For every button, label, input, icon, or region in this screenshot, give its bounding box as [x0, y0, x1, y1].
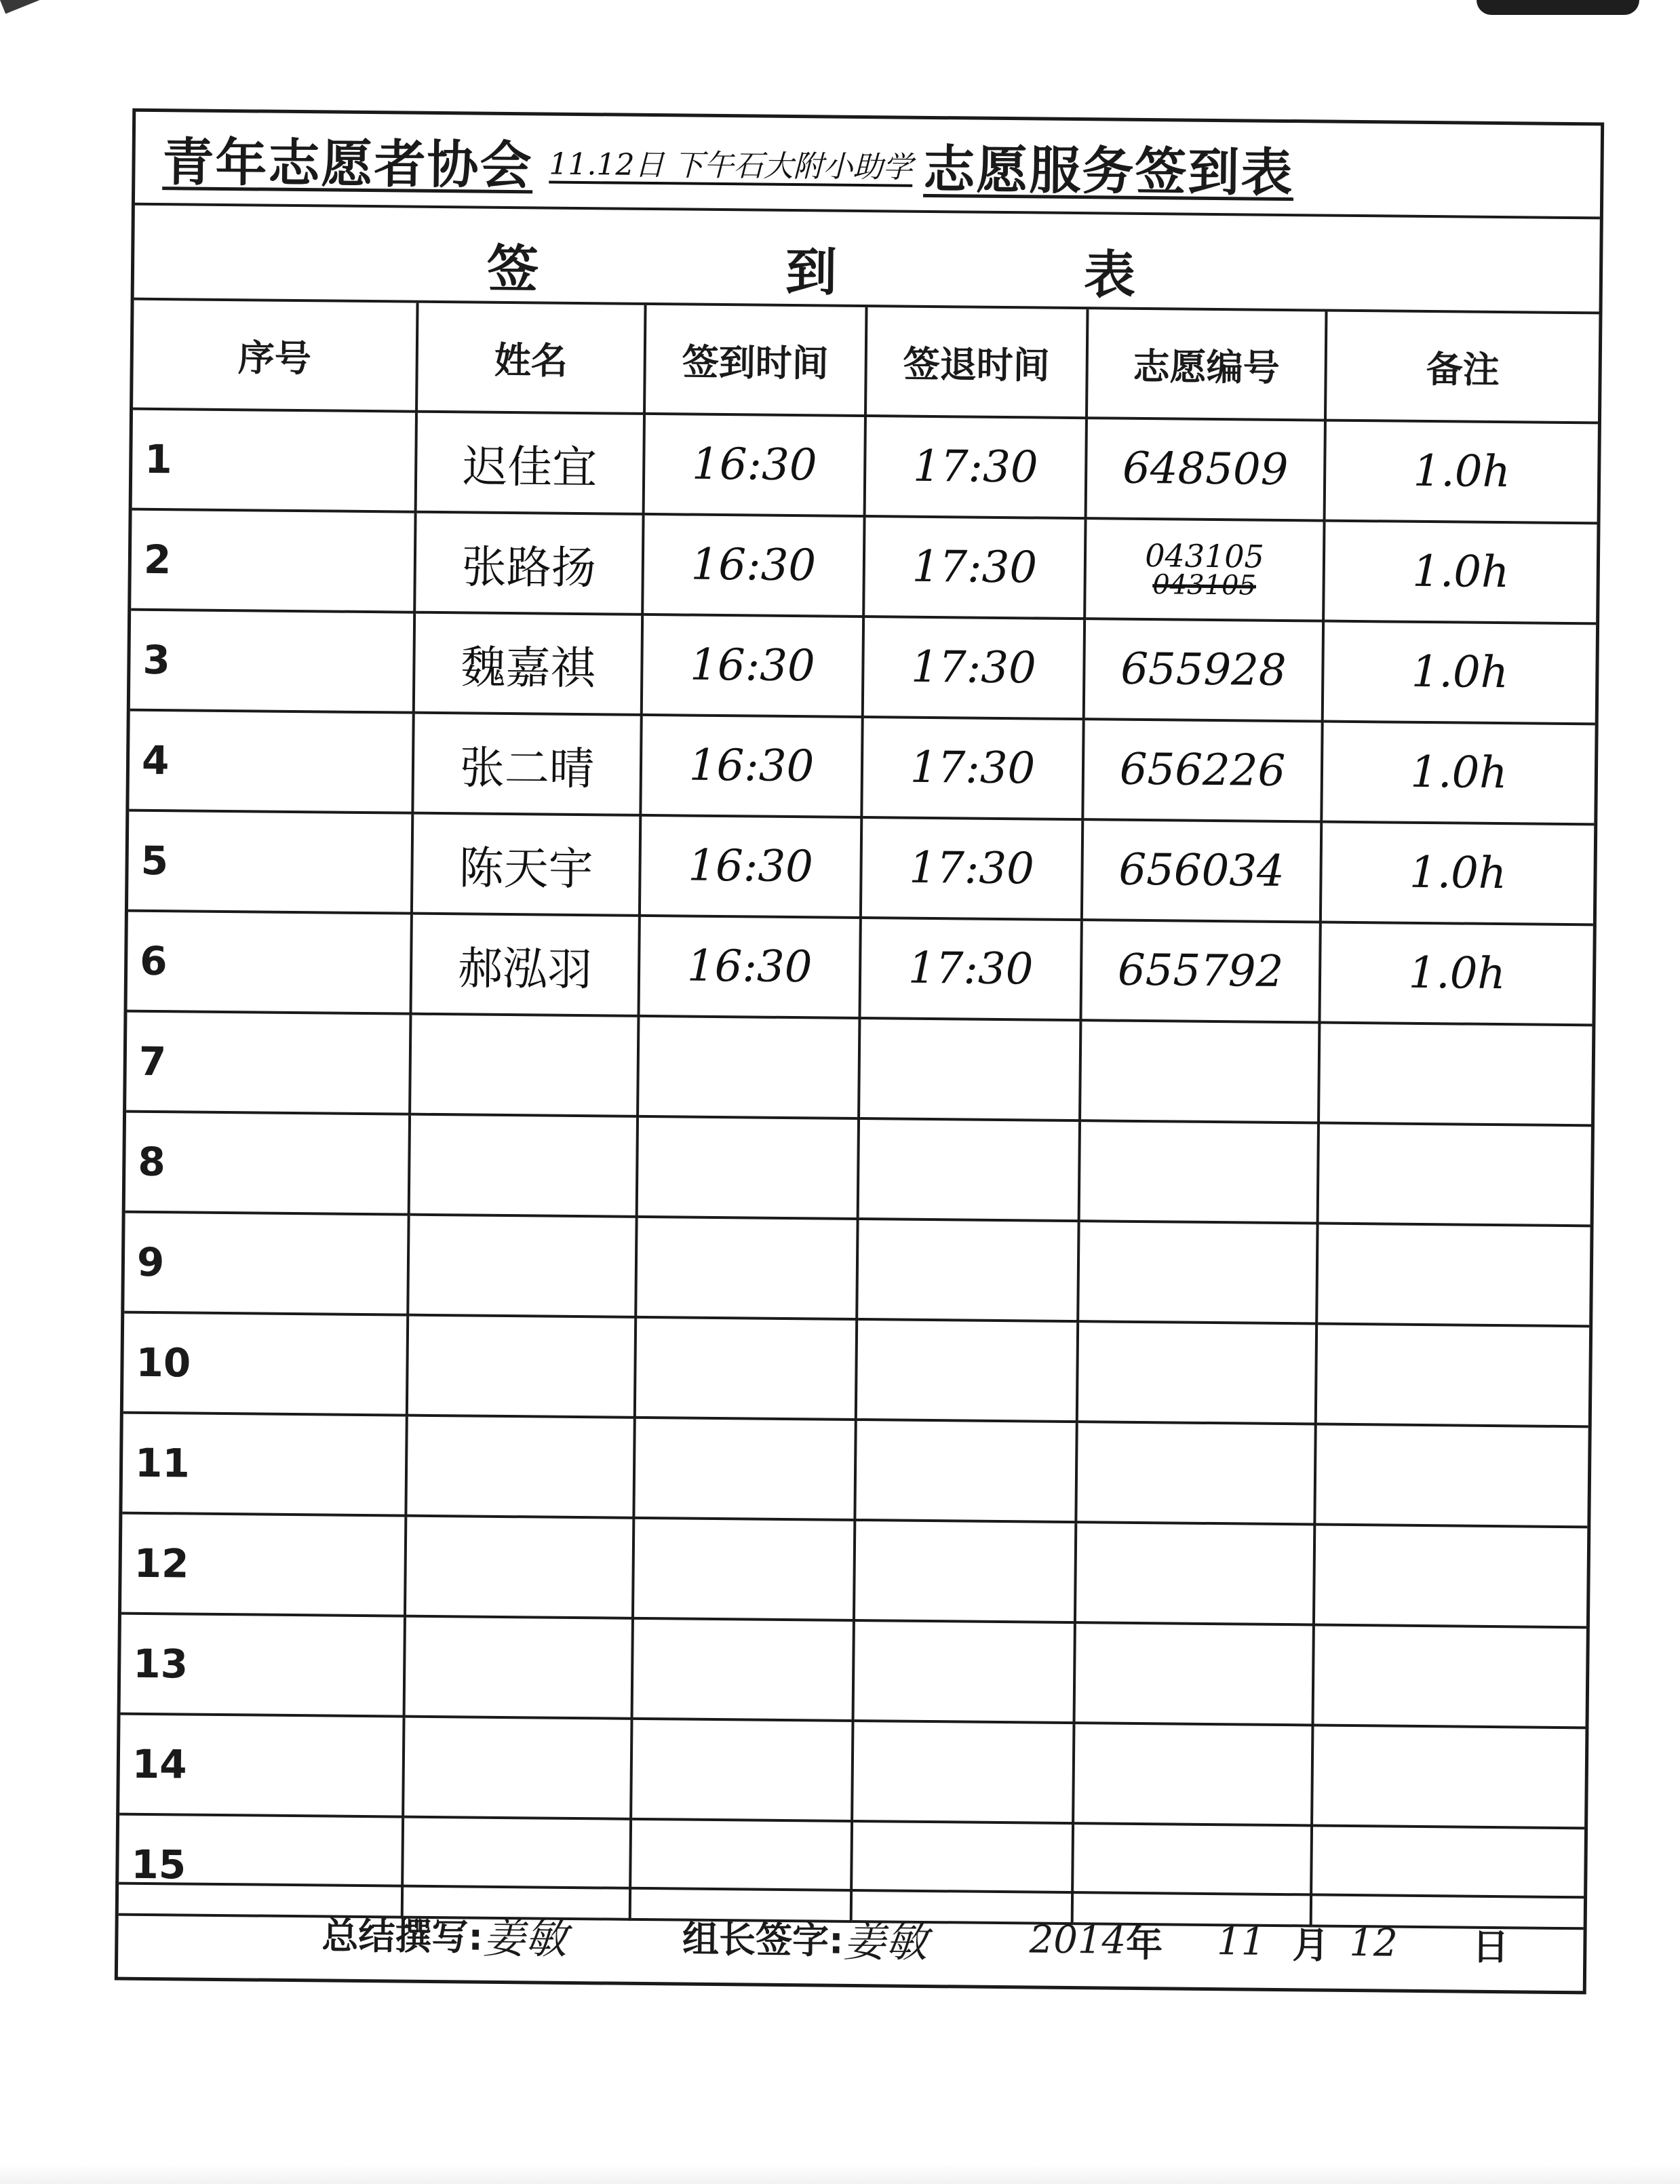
row-sign-in-time: 16:30 [640, 815, 861, 918]
row-name [404, 1616, 633, 1719]
row-sign-in-time [636, 1217, 857, 1319]
sign-in-table [119, 300, 1599, 1930]
row-sign-out-time: 17:30 [863, 617, 1085, 719]
row-volunteer-id: 655792 [1080, 920, 1320, 1022]
row-volunteer-id: 648509 [1086, 418, 1325, 520]
leader-label: 组长签字: [682, 1917, 844, 1962]
date-month-value: 11 [1216, 1919, 1266, 1964]
table-row [126, 1011, 1592, 1126]
leader-signature: 姜敏 [843, 1916, 929, 1967]
row-sign-out-time: 17:30 [863, 516, 1085, 619]
table-row [124, 1212, 1590, 1327]
row-index: 13 [121, 1614, 405, 1717]
row-remark [1314, 1424, 1588, 1527]
date-year-value: 2014 [1029, 1917, 1127, 1963]
row-volunteer-id [1078, 1221, 1317, 1323]
page-corner-shadow [0, 0, 121, 83]
subtitle-char-3: 表 [1083, 244, 1136, 305]
row-sign-in-time [631, 1719, 853, 1821]
table-row [123, 1312, 1589, 1427]
row-index: 8 [125, 1112, 410, 1215]
row-index: 10 [123, 1312, 408, 1416]
subtitle-char-2: 到 [785, 241, 838, 303]
form-title [135, 112, 1601, 220]
row-remark [1318, 1023, 1592, 1126]
row-sign-in-time [632, 1618, 854, 1721]
row-sign-in-time [638, 1016, 859, 1118]
row-sign-in-time [637, 1116, 859, 1219]
row-volunteer-id: 656034 [1082, 819, 1321, 922]
row-sign-out-time [858, 1118, 1080, 1221]
row-volunteer-id-struck: 043105 [1152, 569, 1257, 602]
row-remark [1314, 1524, 1587, 1627]
row-name [405, 1516, 633, 1618]
table-header-row [133, 300, 1599, 423]
row-volunteer-id [1080, 1020, 1319, 1123]
row-sign-out-time: 17:30 [859, 918, 1081, 1020]
table-row [130, 610, 1596, 724]
table-row [125, 1112, 1591, 1226]
row-index: 11 [122, 1413, 406, 1516]
row-name [409, 1114, 638, 1217]
row-index: 5 [128, 811, 412, 914]
form-subtitle [134, 206, 1600, 315]
row-index: 2 [131, 509, 415, 612]
row-sign-in-time: 16:30 [638, 916, 860, 1018]
row-name [408, 1215, 636, 1317]
row-remark [1316, 1223, 1590, 1326]
row-volunteer-id [1074, 1622, 1314, 1725]
title-form-name: 志愿服务签到表 [923, 138, 1294, 203]
row-name: 陈天宇 [412, 813, 640, 916]
table-row [122, 1413, 1588, 1527]
row-sign-in-time: 16:30 [642, 615, 863, 717]
row-remark: 1.0h [1321, 822, 1594, 925]
date-day-value: 12 [1349, 1920, 1399, 1966]
row-remark: 1.0h [1323, 521, 1597, 624]
col-header-volunteer-id: 志愿编号 [1087, 309, 1327, 420]
row-remark [1316, 1323, 1589, 1426]
row-name [406, 1416, 634, 1518]
row-volunteer-id: 656226 [1082, 719, 1322, 821]
page-edge-shadow [1477, 0, 1639, 15]
row-name: 张路扬 [414, 512, 643, 615]
row-index: 3 [130, 610, 414, 713]
row-index: 12 [121, 1513, 406, 1616]
table-row [121, 1513, 1587, 1628]
row-index: 9 [124, 1212, 408, 1315]
subtitle-char-1: 签 [486, 238, 539, 300]
row-sign-out-time [859, 1018, 1080, 1120]
date-year-label: 年 [1125, 1922, 1163, 1965]
row-sign-in-time: 16:30 [640, 715, 862, 817]
row-index: 15 [119, 1814, 403, 1917]
row-sign-out-time: 17:30 [861, 717, 1083, 819]
title-organization: 青年志愿者协会 [162, 131, 533, 195]
table-row [132, 409, 1598, 524]
row-remark: 1.0h [1325, 421, 1598, 524]
row-remark: 1.0h [1321, 722, 1595, 825]
col-header-index: 序号 [133, 300, 418, 412]
row-remark [1312, 1624, 1586, 1728]
table-row [128, 811, 1594, 925]
row-sign-in-time [633, 1418, 855, 1520]
row-sign-in-time [633, 1518, 855, 1620]
row-remark: 1.0h [1319, 922, 1593, 1026]
row-name: 张二晴 [412, 713, 641, 815]
table-row [128, 911, 1593, 1026]
row-volunteer-id [1075, 1522, 1314, 1624]
row-index: 7 [126, 1011, 410, 1114]
page-bottom-edge [0, 2164, 1680, 2184]
table-row [131, 509, 1597, 624]
row-sign-out-time [852, 1721, 1074, 1823]
row-name [407, 1315, 636, 1418]
table-row [121, 1614, 1586, 1728]
row-volunteer-id-corrected: 043105 [1144, 537, 1265, 575]
row-sign-in-time [635, 1317, 857, 1420]
row-name: 郝泓羽 [411, 914, 640, 1016]
row-sign-out-time: 17:30 [861, 817, 1082, 920]
row-name: 迟佳宜 [416, 412, 644, 514]
table-row [129, 710, 1595, 825]
col-header-sign-in-time: 签到时间 [644, 305, 867, 416]
col-header-name: 姓名 [416, 303, 646, 414]
row-sign-in-time: 16:30 [642, 514, 864, 617]
row-remark [1312, 1725, 1585, 1828]
col-header-sign-out-time: 签退时间 [865, 307, 1088, 418]
table-row [119, 1714, 1585, 1829]
col-header-remark: 备注 [1325, 312, 1599, 423]
row-volunteer-id [1077, 1321, 1316, 1424]
row-volunteer-id [1085, 518, 1324, 621]
row-name [410, 1014, 638, 1116]
row-sign-out-time [857, 1219, 1078, 1321]
row-volunteer-id [1073, 1723, 1312, 1825]
summary-signature: 姜敏 [482, 1913, 568, 1964]
row-volunteer-id [1076, 1422, 1315, 1524]
date-day-label: 日 [1472, 1925, 1509, 1968]
row-sign-out-time: 17:30 [865, 416, 1087, 518]
row-sign-out-time [855, 1420, 1076, 1522]
row-volunteer-id [1079, 1120, 1318, 1223]
row-sign-out-time [856, 1319, 1078, 1422]
row-index: 6 [128, 911, 412, 1014]
row-index: 1 [132, 409, 416, 512]
row-sign-out-time [854, 1520, 1076, 1622]
row-index: 14 [119, 1714, 404, 1817]
row-remark [1318, 1123, 1591, 1226]
row-name [403, 1717, 631, 1819]
summary-label: 总结撰写: [321, 1913, 484, 1959]
row-sign-in-time: 16:30 [644, 414, 865, 516]
row-sign-out-time [853, 1620, 1075, 1723]
title-handwritten-event: 11.12日 下午石大附小助学 [549, 147, 913, 185]
form-footer [118, 1882, 1584, 1991]
row-name: 魏嘉祺 [414, 612, 642, 715]
row-remark: 1.0h [1323, 621, 1596, 724]
row-volunteer-id: 655928 [1084, 619, 1323, 721]
row-index: 4 [129, 710, 413, 813]
sign-in-form [115, 109, 1604, 1995]
date-month-label: 月 [1292, 1923, 1329, 1967]
